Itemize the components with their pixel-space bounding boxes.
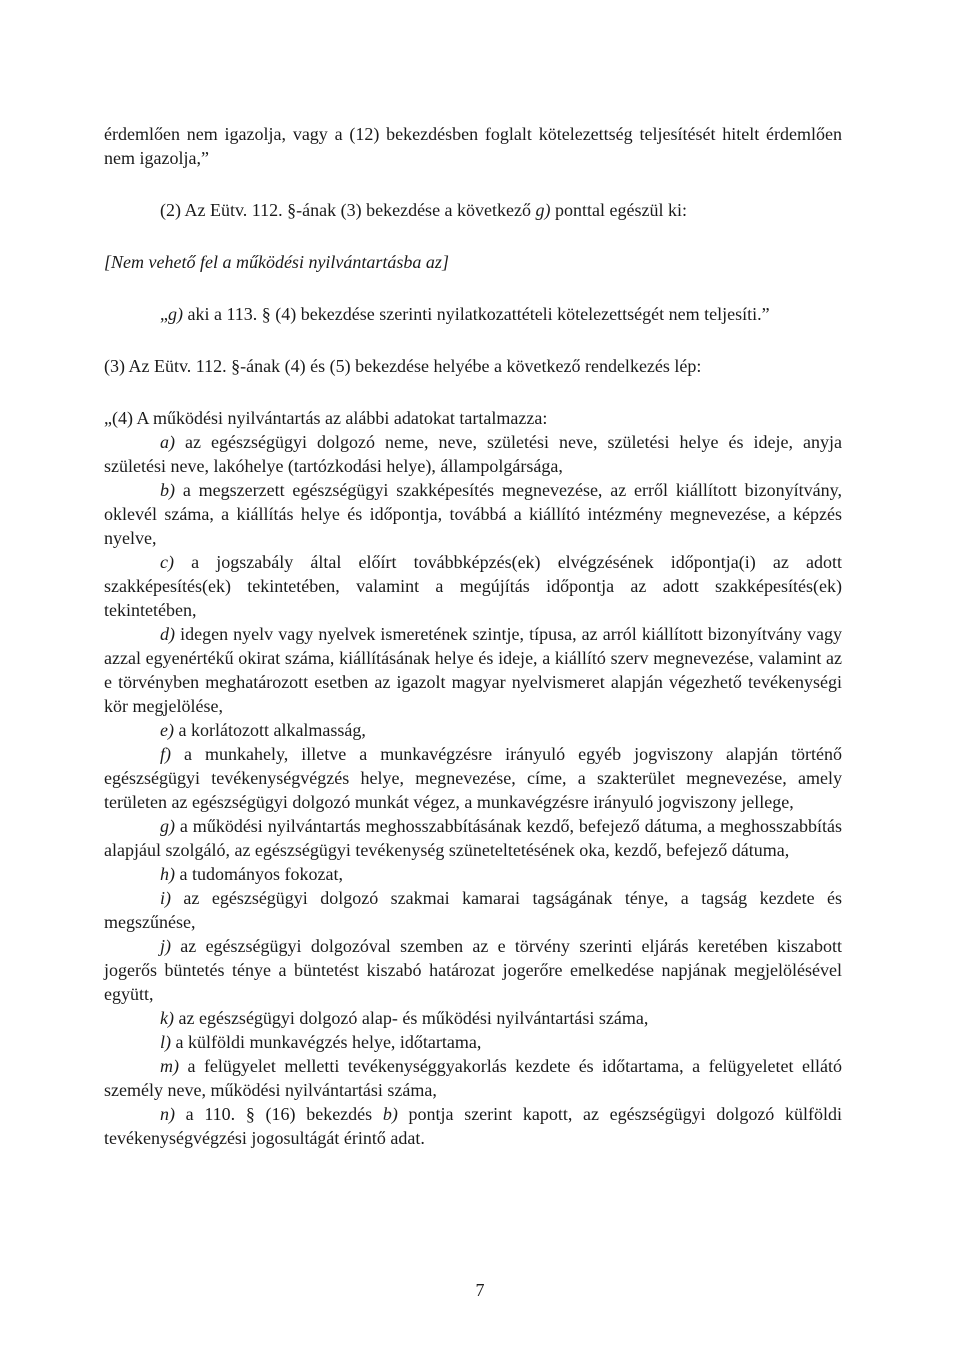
list-item-label: j): [160, 936, 171, 956]
paragraph-continuation: érdemlően nem igazolja, vagy a (12) bekezdésben foglalt kötelezettség teljesítését hitelt érdemlően nem igazolja,”: [104, 124, 842, 168]
page-number: 7: [475, 1280, 485, 1300]
list-item-text: az egészségügyi dolgozó alap- és működési nyilvántartási száma,: [173, 1008, 649, 1028]
list-item-label: b): [160, 480, 175, 500]
list-item-text: a működési nyilvántartás meghosszabbításának kezdő, befejező dátuma, a meghosszabbítás alapjául szolgáló, az egészségügyi tevékenység szüneteltetésének oka, kezdő, befejező dátuma,: [104, 816, 842, 860]
list-item-text: az egészségügyi dolgozó neme, neve, születési neve, születési helye és ideje, anyja születési neve, lakóhelye (tartózkodási helye), állampolgársága,: [104, 432, 842, 476]
list-item: [104, 478, 842, 550]
list-item-label: e): [160, 720, 174, 740]
list-item-text: a megszerzett egészségügyi szakképesítés megnevezése, az erről kiállított bizonyítvány, oklevél száma, a kiállítás helye és időpontja, továbbá a kiállító intézmény megnevezése, a képzés nyelve,: [104, 480, 842, 548]
list-item: [104, 886, 842, 934]
list-item-text: a felügyelet melletti tevékenységgyakorlás kezdete és időtartama, a felügyeletet ellátó személy neve, működési nyilvántartási száma,: [104, 1056, 842, 1100]
list-item: [104, 934, 842, 1006]
list-item: [104, 622, 842, 718]
list-item: [104, 550, 842, 622]
document-body: [104, 122, 842, 1150]
list-item-text: a munkahely, illetve a munkavégzésre irányuló egyéb jogviszony alapján történő egészségügyi tevékenységvégzés helye, megnevezése, címe, a szakterület megnevezése, amely területen az egészségügyi dolgozó munkát végez, a munkavégzésre irányuló jogviszony jellege,: [104, 744, 842, 812]
list-item-label: i): [160, 888, 171, 908]
list-item-label: c): [160, 552, 174, 572]
list-item-label: m): [160, 1056, 179, 1076]
list-item: [104, 430, 842, 478]
register-items-list: [104, 430, 842, 1102]
paragraph-bracket-intro: [Nem vehető fel a működési nyilvántartásba az]: [104, 252, 449, 272]
list-item-text: a korlátozott alkalmasság,: [173, 720, 366, 740]
list-item-text: a külföldi munkavégzés helye, időtartama,: [171, 1032, 482, 1052]
paragraph-point-g: „g) aki a 113. § (4) bekezdése szerinti nyilatkozattételi kötelezettségét nem teljesíti.”: [160, 304, 770, 324]
list-item: [104, 718, 842, 742]
list-item-text: az egészségügyi dolgozó szakmai kamarai tagságának ténye, a tagság kezdete és megszűnése,: [104, 888, 842, 932]
list-item: [104, 1030, 842, 1054]
list-item-label: g): [160, 816, 175, 836]
list-item-text: a tudományos fokozat,: [175, 864, 343, 884]
list-item-n: n) a 110. § (16) bekezdés b) pontja szerint kapott, az egészségügyi dolgozó külföldi tevékenységvégzési jogosultágát érintő adat.: [104, 1104, 842, 1148]
paragraph-register-heading: „(4) A működési nyilvántartás az alábbi adatokat tartalmazza:: [104, 408, 548, 428]
list-item-label: a): [160, 432, 175, 452]
list-item-label: f): [160, 744, 171, 764]
list-item-label: d): [160, 624, 175, 644]
list-item: [104, 742, 842, 814]
list-item-label: k): [160, 1008, 174, 1028]
list-item-text: az egészségügyi dolgozóval szemben az e törvény szerinti eljárás keretében kiszabott jogerős büntetés ténye a büntetést kiszabó határozat jogerőre emelkedése napjának megjelölésével együtt,: [104, 936, 842, 1004]
paragraph-amendment-3: (3) Az Eütv. 112. §-ának (4) és (5) bekezdése helyébe a következő rendelkezés lép:: [104, 356, 702, 376]
list-item-label: h): [160, 864, 175, 884]
list-item: [104, 1006, 842, 1030]
list-item: [104, 1054, 842, 1102]
paragraph-amendment-2: (2) Az Eütv. 112. §-ának (3) bekezdése a következő g) ponttal egészül ki:: [160, 200, 687, 220]
list-item: [104, 814, 842, 862]
list-item-label: l): [160, 1032, 171, 1052]
list-item: [104, 862, 842, 886]
list-item-text: idegen nyelv vagy nyelvek ismeretének szintje, típusa, az arról kiállított bizonyítvány vagy azzal egyenértékű okirat száma, kiállításának helye és ideje, a kiállító szerv megnevezése, valamint az e törvényben meghatározott esetben az igazolt magyar nyelvismeret alapján végezhető tevékenységi kör megjelölése,: [104, 624, 842, 716]
list-item-text: a jogszabály által előírt továbbképzés(ek) elvégzésének időpontja(i) az adott szakképesítés(ek) tekintetében, valamint a megújítás időpontja az adott szakképesítés(ek) tekintetében,: [104, 552, 842, 620]
